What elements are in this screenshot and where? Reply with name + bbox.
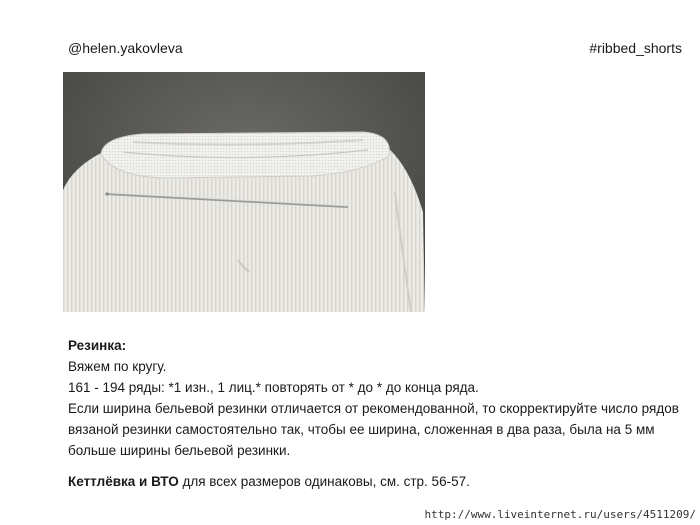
section-title: Резинка: (68, 338, 127, 353)
finishing-note-bold: Кеттлёвка и ВТО (68, 474, 179, 489)
source-watermark: http://www.liveinternet.ru/users/4511209/ (424, 508, 696, 521)
instructions-block (68, 335, 688, 492)
instruction-line: больше ширины бельевой резинки. (68, 443, 291, 458)
instruction-line: Вяжем по кругу. (68, 359, 167, 374)
author-handle: @helen.yakovleva (68, 40, 183, 56)
finishing-note-text: для всех размеров одинаковы, см. стр. 56-57. (178, 474, 470, 489)
instruction-line: Если ширина бельевой резинки отличается от рекомендованной, то скорректируйте число рядов (68, 401, 679, 416)
instruction-line: вязаной резинки самостоятельно так, чтобы ее ширина, сложенная в два раза, была на 5 мм (68, 422, 655, 437)
knitting-photo (63, 72, 425, 312)
instruction-line: 161 - 194 ряды: *1 изн., 1 лиц.* повторять от * до * до конца ряда. (68, 380, 479, 395)
finishing-note (68, 471, 688, 492)
hashtag: #ribbed_shorts (589, 40, 682, 56)
